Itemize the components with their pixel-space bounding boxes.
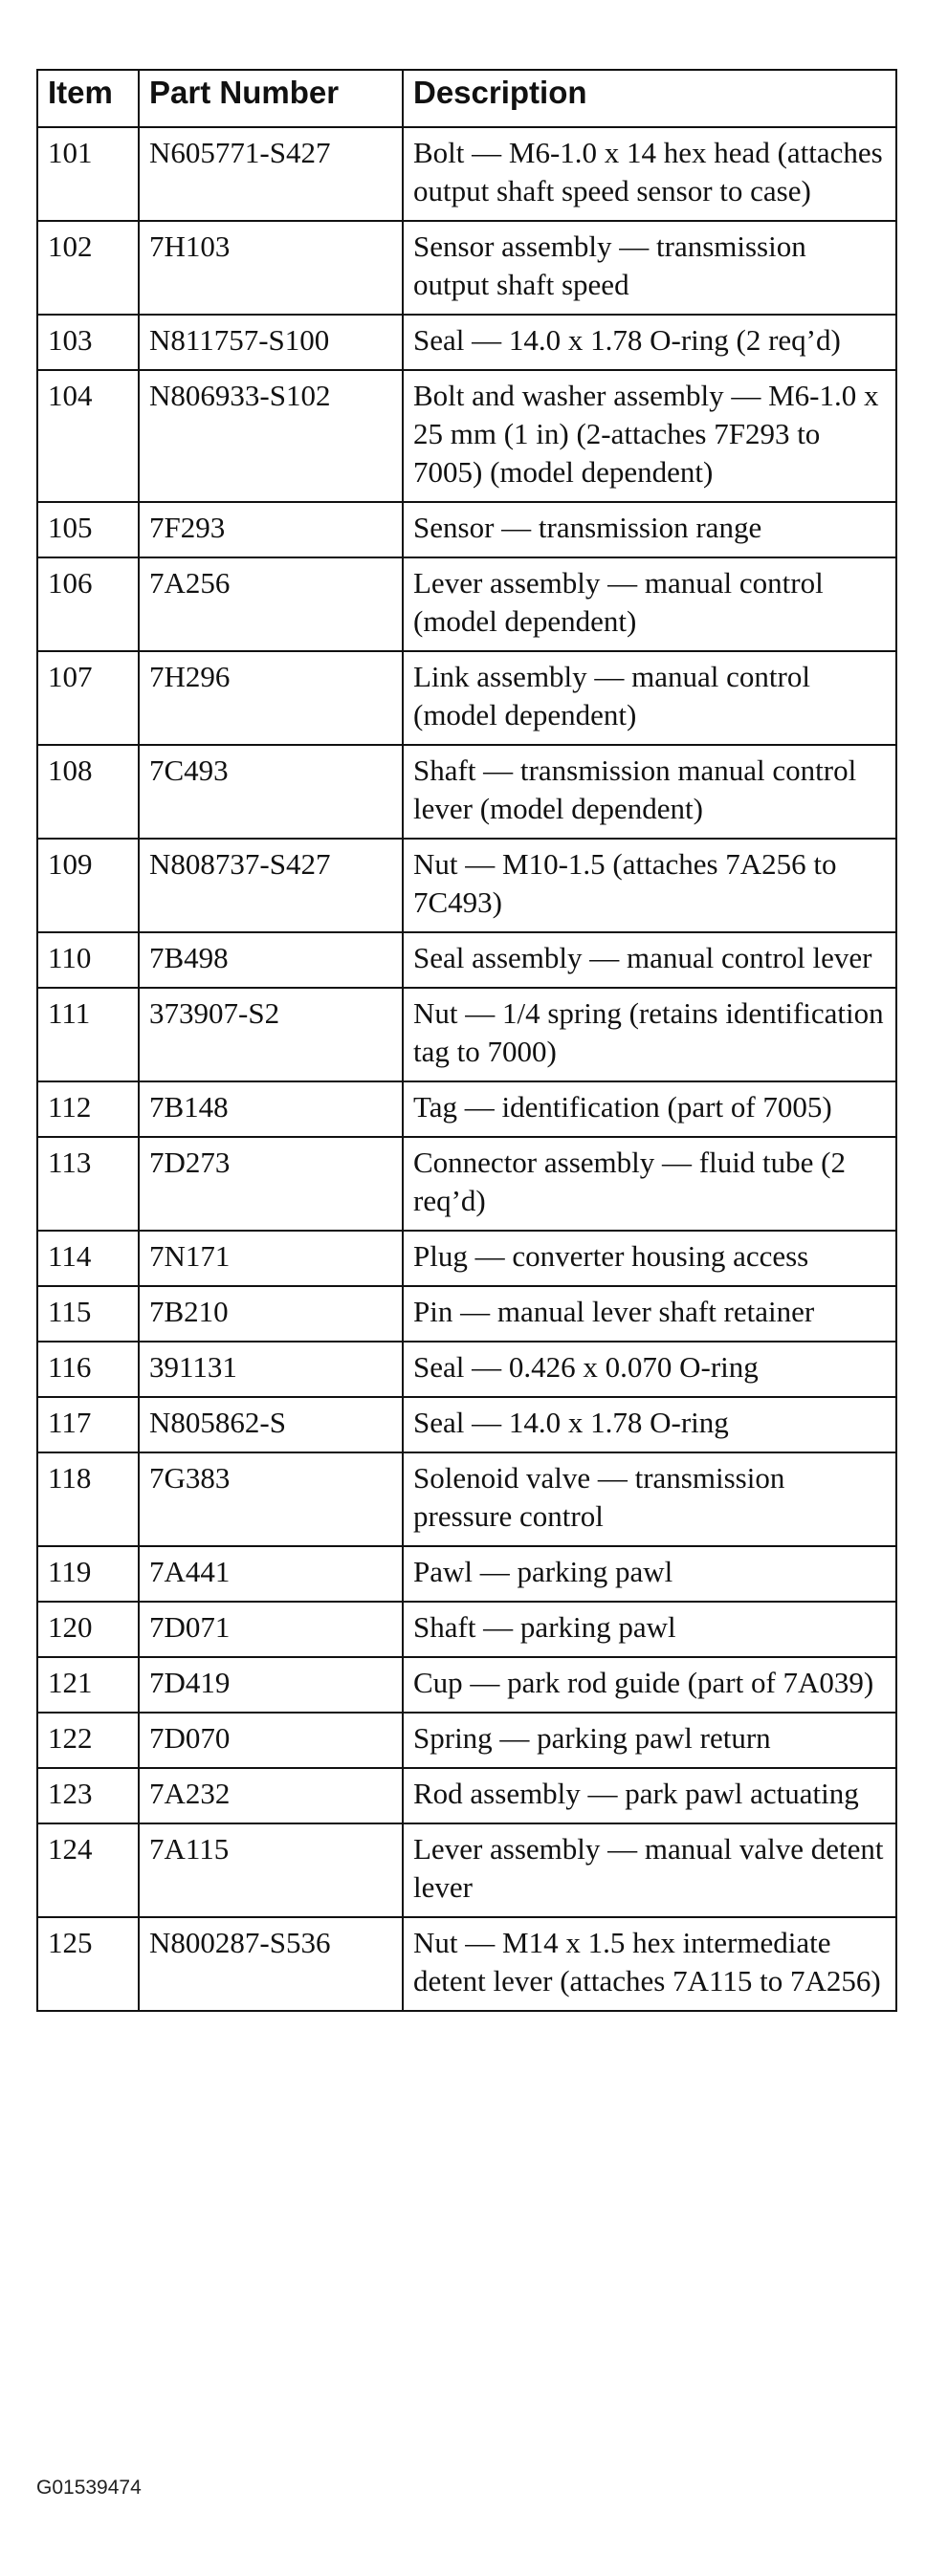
item-cell: 121 — [37, 1657, 139, 1713]
item-cell: 122 — [37, 1713, 139, 1768]
table-row — [37, 651, 896, 745]
parts-table — [36, 69, 897, 2012]
table-row — [37, 1602, 896, 1657]
table-row — [37, 1917, 896, 2011]
item-cell: 117 — [37, 1397, 139, 1452]
item-cell: 124 — [37, 1823, 139, 1917]
item-cell: 108 — [37, 745, 139, 839]
table-row — [37, 745, 896, 839]
description-cell: Seal assembly — manual control lever — [403, 932, 896, 988]
description-cell: Lever assembly — manual control (model dependent) — [403, 557, 896, 651]
table-row — [37, 1768, 896, 1823]
part-number-cell: 7F293 — [139, 502, 403, 557]
item-cell: 109 — [37, 839, 139, 932]
description-cell: Bolt — M6-1.0 x 14 hex head (attaches output shaft speed sensor to case) — [403, 127, 896, 221]
description-cell: Link assembly — manual control (model dependent) — [403, 651, 896, 745]
part-number-cell: 7N171 — [139, 1231, 403, 1286]
table-row — [37, 1546, 896, 1602]
item-cell: 115 — [37, 1286, 139, 1342]
part-number-cell: 7D070 — [139, 1713, 403, 1768]
part-number-cell: 391131 — [139, 1342, 403, 1397]
item-cell: 102 — [37, 221, 139, 315]
table-row — [37, 1081, 896, 1137]
description-cell: Shaft — parking pawl — [403, 1602, 896, 1657]
table-row — [37, 1713, 896, 1768]
description-cell: Rod assembly — park pawl actuating — [403, 1768, 896, 1823]
part-number-cell: 7A256 — [139, 557, 403, 651]
item-cell: 123 — [37, 1768, 139, 1823]
item-cell: 112 — [37, 1081, 139, 1137]
table-row — [37, 1342, 896, 1397]
description-cell: Pawl — parking pawl — [403, 1546, 896, 1602]
table-row — [37, 932, 896, 988]
table-row — [37, 1452, 896, 1546]
item-cell: 119 — [37, 1546, 139, 1602]
description-cell: Seal — 14.0 x 1.78 O-ring — [403, 1397, 896, 1452]
item-cell: 111 — [37, 988, 139, 1081]
part-number-cell: N811757-S100 — [139, 315, 403, 370]
description-cell: Nut — M10-1.5 (attaches 7A256 to 7C493) — [403, 839, 896, 932]
item-cell: 107 — [37, 651, 139, 745]
description-cell: Nut — 1/4 spring (retains identification tag to 7000) — [403, 988, 896, 1081]
part-number-cell: 7A441 — [139, 1546, 403, 1602]
item-cell: 120 — [37, 1602, 139, 1657]
item-cell: 101 — [37, 127, 139, 221]
description-cell: Tag — identification (part of 7005) — [403, 1081, 896, 1137]
part-number-cell: N808737-S427 — [139, 839, 403, 932]
table-row — [37, 315, 896, 370]
part-number-cell: 7C493 — [139, 745, 403, 839]
header-description: Description — [403, 70, 896, 127]
header-part-number: Part Number — [139, 70, 403, 127]
item-cell: 104 — [37, 370, 139, 502]
table-row — [37, 1137, 896, 1231]
table-row — [37, 1823, 896, 1917]
description-cell: Plug — converter housing access — [403, 1231, 896, 1286]
table-row — [37, 370, 896, 502]
item-cell: 105 — [37, 502, 139, 557]
table-body — [37, 127, 896, 2011]
description-cell: Seal — 0.426 x 0.070 O-ring — [403, 1342, 896, 1397]
item-cell: 103 — [37, 315, 139, 370]
item-cell: 125 — [37, 1917, 139, 2011]
table-row — [37, 221, 896, 315]
description-cell: Pin — manual lever shaft retainer — [403, 1286, 896, 1342]
header-item: Item — [37, 70, 139, 127]
table-row — [37, 1231, 896, 1286]
item-cell: 118 — [37, 1452, 139, 1546]
description-cell: Cup — park rod guide (part of 7A039) — [403, 1657, 896, 1713]
part-number-cell: 7D273 — [139, 1137, 403, 1231]
description-cell: Nut — M14 x 1.5 hex intermediate detent lever (attaches 7A115 to 7A256) — [403, 1917, 896, 2011]
item-cell: 106 — [37, 557, 139, 651]
description-cell: Sensor — transmission range — [403, 502, 896, 557]
table-row — [37, 1397, 896, 1452]
part-number-cell: 7D071 — [139, 1602, 403, 1657]
part-number-cell: N805862-S — [139, 1397, 403, 1452]
table-header-row — [37, 70, 896, 127]
part-number-cell: 7H296 — [139, 651, 403, 745]
table-row — [37, 1657, 896, 1713]
table-row — [37, 557, 896, 651]
part-number-cell: 373907-S2 — [139, 988, 403, 1081]
table-row — [37, 502, 896, 557]
description-cell: Seal — 14.0 x 1.78 O-ring (2 req’d) — [403, 315, 896, 370]
item-cell: 113 — [37, 1137, 139, 1231]
description-cell: Connector assembly — fluid tube (2 req’d) — [403, 1137, 896, 1231]
part-number-cell: 7A115 — [139, 1823, 403, 1917]
part-number-cell: 7B148 — [139, 1081, 403, 1137]
description-cell: Lever assembly — manual valve detent lever — [403, 1823, 896, 1917]
item-cell: 110 — [37, 932, 139, 988]
part-number-cell: N800287-S536 — [139, 1917, 403, 2011]
part-number-cell: 7G383 — [139, 1452, 403, 1546]
description-cell: Solenoid valve — transmission pressure control — [403, 1452, 896, 1546]
description-cell: Sensor assembly — transmission output shaft speed — [403, 221, 896, 315]
item-cell: 114 — [37, 1231, 139, 1286]
part-number-cell: 7B498 — [139, 932, 403, 988]
part-number-cell: 7B210 — [139, 1286, 403, 1342]
description-cell: Bolt and washer assembly — M6-1.0 x 25 mm (1 in) (2-attaches 7F293 to 7005) (model dependent) — [403, 370, 896, 502]
part-number-cell: N806933-S102 — [139, 370, 403, 502]
table-row — [37, 1286, 896, 1342]
item-cell: 116 — [37, 1342, 139, 1397]
table-row — [37, 839, 896, 932]
figure-id: G01539474 — [36, 2477, 142, 2499]
part-number-cell: 7D419 — [139, 1657, 403, 1713]
description-cell: Spring — parking pawl return — [403, 1713, 896, 1768]
description-cell: Shaft — transmission manual control lever (model dependent) — [403, 745, 896, 839]
part-number-cell: N605771-S427 — [139, 127, 403, 221]
table-row — [37, 988, 896, 1081]
table-row — [37, 127, 896, 221]
part-number-cell: 7A232 — [139, 1768, 403, 1823]
part-number-cell: 7H103 — [139, 221, 403, 315]
